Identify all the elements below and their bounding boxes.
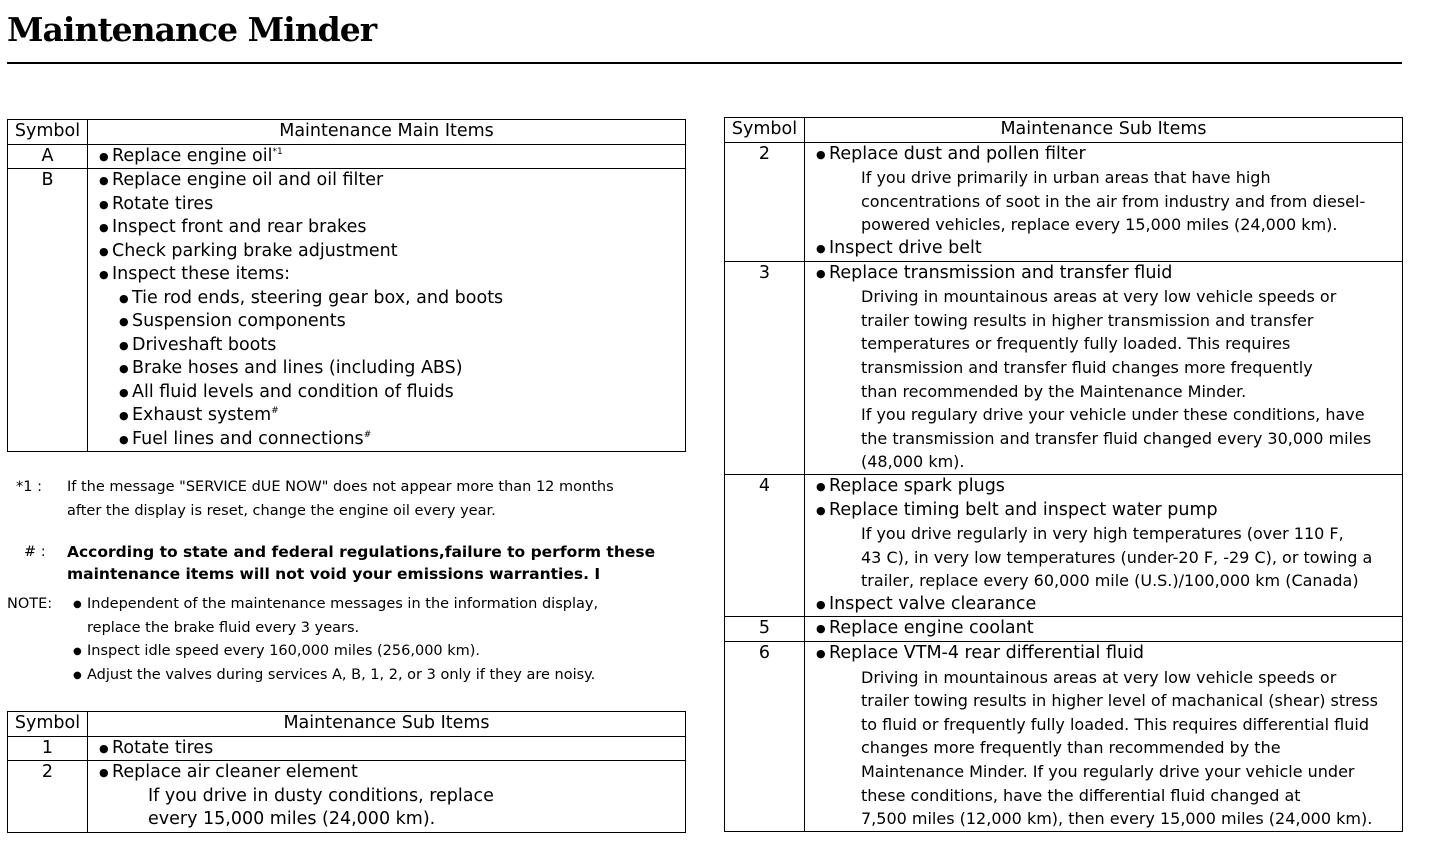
item-detail: If you drive primarily in urban areas that have high (861, 168, 1271, 188)
items-cell (805, 617, 1403, 642)
item-detail: If you drive regularly in very high temperatures (over 110 F, (861, 524, 1344, 544)
item-detail: transmission and transfer fluid changes more frequently (861, 357, 1313, 377)
footnote-text: If the message "SERVICE dUE NOW" does not appear more than 12 months (67, 479, 614, 495)
symbol-cell: 1 (8, 736, 88, 761)
footnote-mark: # (271, 406, 279, 417)
sub-list-item: ● Suspension components (88, 310, 685, 334)
items-cell (88, 144, 686, 169)
items-header: Maintenance Sub Items (88, 712, 686, 737)
items-header: Maintenance Sub Items (805, 118, 1403, 143)
list-item: ● Rotate tires (88, 737, 685, 761)
table-row (8, 144, 686, 169)
list-item: ● Replace transmission and transfer fluid (805, 262, 1402, 286)
symbol-cell: 6 (725, 642, 805, 832)
sub-list-item: ● Tie rod ends, steering gear box, and boots (88, 287, 685, 311)
symbol-header: Symbol (8, 712, 88, 737)
table-row (8, 169, 686, 452)
item-detail: than recommended by the Maintenance Minder. (861, 381, 1247, 401)
symbol-cell: 2 (8, 761, 88, 833)
table-row (725, 617, 1403, 642)
list-item: ● Replace engine oil and oil filter (88, 169, 685, 193)
items-cell (88, 736, 686, 761)
note-item: ● Independent of the maintenance messages in the information display, (71, 593, 598, 617)
item-detail: these conditions, have the differential fluid changed at (861, 785, 1301, 805)
note-item: ● Inspect idle speed every 160,000 miles (256,000 km). (71, 640, 598, 664)
symbol-cell: 4 (725, 474, 805, 617)
sub-items-table-right (724, 117, 1403, 832)
items-cell (805, 142, 1403, 261)
items-cell (805, 261, 1403, 474)
item-detail: Driving in mountainous areas at very low vehicle speeds or (861, 287, 1337, 307)
sub-list-item: ● All fluid levels and condition of fluids (88, 381, 685, 405)
item-detail: trailer, replace every 60,000 mile (U.S.)/100,000 km (Canada) (861, 571, 1359, 591)
item-detail: changes more frequently than recommended by the (861, 738, 1281, 758)
item-detail: trailer towing results in higher transmission and transfer (861, 310, 1314, 330)
table-row (8, 736, 686, 761)
main-items-table (7, 119, 686, 452)
items-cell (805, 642, 1403, 832)
sub-items-table-left (7, 711, 686, 833)
footnotes (7, 476, 687, 687)
symbol-header: Symbol (8, 120, 88, 145)
item-detail: the transmission and transfer fluid changed every 30,000 miles (861, 428, 1372, 448)
note-key: NOTE: (7, 596, 53, 612)
footnote-key: # : (24, 544, 46, 560)
table-row (725, 474, 1403, 617)
footnote-1 (7, 476, 687, 523)
sub-list-item: ● Exhaust system# (88, 404, 685, 428)
items-cell (805, 474, 1403, 617)
footnote-mark: # (363, 429, 372, 440)
list-item: ● Inspect these items: (88, 263, 685, 287)
list-item: ● Replace VTM-4 rear differential fluid (805, 642, 1402, 666)
items-header: Maintenance Main Items (88, 120, 686, 145)
items-cell (88, 761, 686, 833)
list-item: ● Check parking brake adjustment (88, 240, 685, 264)
list-item: ● Rotate tires (88, 193, 685, 217)
item-detail: Driving in mountainous areas at very low vehicle speeds or (861, 667, 1337, 687)
table-row (8, 761, 686, 833)
table-row (725, 142, 1403, 261)
footnote-text: maintenance items will not void your emissions warranties. I (67, 565, 601, 583)
footnote-text: after the display is reset, change the engine oil every year. (67, 502, 496, 519)
table-header-row (8, 120, 686, 145)
symbol-cell: 2 (725, 142, 805, 261)
sub-list-item: ● Brake hoses and lines (including ABS) (88, 357, 685, 381)
symbol-cell: 5 (725, 617, 805, 642)
footnote-mark: *1 (272, 146, 283, 157)
table-row (725, 642, 1403, 832)
item-detail: 43 C), in very low temperatures (under-20 F, -29 C), or towing a (861, 547, 1373, 567)
page-title: Maintenance Minder (7, 10, 377, 49)
footnote-2 (7, 541, 687, 585)
table-header-row (8, 712, 686, 737)
list-item: ● Replace engine oil$^{*1}$ (88, 145, 685, 169)
item-detail: 7,500 miles (12,000 km), then every 15,000 miles (24,000 km). (861, 809, 1373, 829)
item-detail: every 15,000 miles (24,000 km). (148, 809, 436, 829)
footnote-text: According to state and federal regulations,failure to perform these (67, 543, 656, 561)
sub-list-item: ● Fuel lines and connections# (88, 428, 685, 452)
list-item: ● Replace air cleaner element (88, 761, 685, 785)
item-detail: trailer towing results in higher level of machanical (shear) stress (861, 691, 1378, 711)
sub-list-item: ● Driveshaft boots (88, 334, 685, 358)
list-item: ● Replace dust and pollen filter (805, 143, 1402, 167)
note-block (7, 593, 687, 687)
title-divider (7, 62, 1402, 64)
item-detail: temperatures or frequently fully loaded. This requires (861, 334, 1291, 354)
item-detail: powered vehicles, replace every 15,000 miles (24,000 km). (861, 215, 1338, 235)
item-detail: If you regulary drive your vehicle under these conditions, have (861, 405, 1365, 425)
list-item: ● Inspect valve clearance (805, 593, 1402, 617)
symbol-cell: 3 (725, 261, 805, 474)
note-item-continued: replace the brake fluid every 3 years. (87, 619, 360, 636)
item-detail: If you drive in dusty conditions, replace (148, 785, 494, 806)
list-item: ● Replace spark plugs (805, 475, 1402, 499)
items-cell (88, 169, 686, 452)
item-detail: concentrations of soot in the air from industry and from diesel- (861, 191, 1366, 211)
footnote-key: *1 : (16, 479, 42, 495)
item-detail: Maintenance Minder. If you regularly drive your vehicle under (861, 762, 1355, 782)
list-item: ● Inspect drive belt (805, 237, 1402, 261)
list-item: ● Replace engine coolant (805, 617, 1402, 641)
table-row (725, 261, 1403, 474)
symbol-cell: A (8, 144, 88, 169)
table-header-row (725, 118, 1403, 143)
item-detail: to fluid or frequently fully loaded. This requires differential fluid (861, 714, 1369, 734)
symbol-cell: B (8, 169, 88, 452)
symbol-header: Symbol (725, 118, 805, 143)
item-detail: (48,000 km). (861, 452, 965, 472)
list-item: ● Replace timing belt and inspect water pump (805, 499, 1402, 523)
list-item: ● Inspect front and rear brakes (88, 216, 685, 240)
note-item: ● Adjust the valves during services A, B, 1, 2, or 3 only if they are noisy. (71, 664, 598, 688)
